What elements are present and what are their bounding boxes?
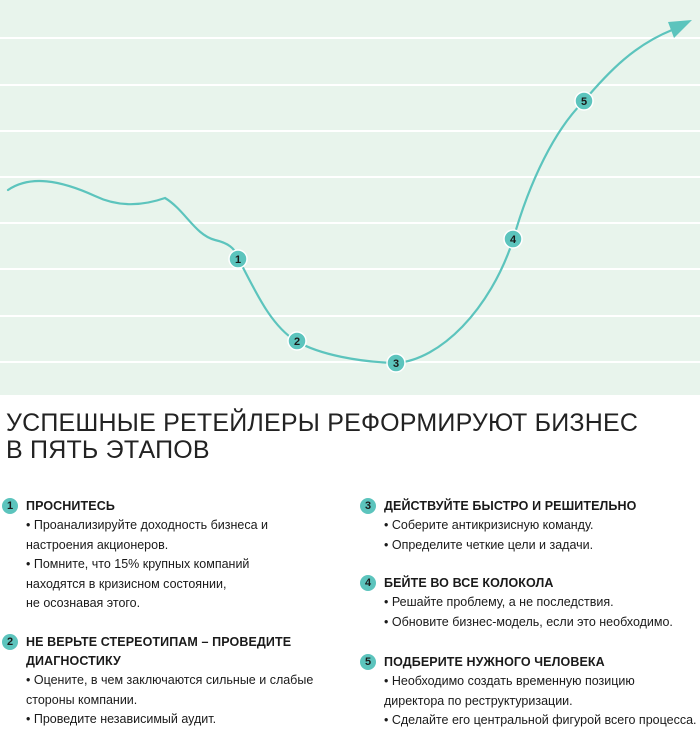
step-3: [360, 497, 698, 555]
marker-label: 2: [293, 336, 301, 348]
marker-5: [575, 92, 593, 110]
marker-label: 4: [509, 234, 517, 246]
bullet-line: директора по реструктуризации.: [384, 693, 573, 708]
bullet-item: [384, 711, 698, 731]
step-4: [360, 574, 698, 632]
step-number-badge: 4: [360, 575, 376, 591]
marker-label: 5: [580, 96, 588, 108]
marker-label: 1: [234, 254, 242, 266]
step-title: [384, 497, 636, 516]
bullet-line: • Проанализируйте доходность бизнеса и: [26, 518, 268, 532]
marker-label: 3: [392, 358, 400, 370]
bullet-line: не осознавая этого.: [26, 596, 141, 610]
step-title: [26, 633, 291, 671]
step-title: [384, 653, 605, 672]
step-number-badge: 2: [2, 634, 18, 650]
marker-2: [288, 332, 306, 350]
step-header: [360, 497, 698, 516]
step-header: [2, 497, 332, 516]
step-number-badge: 3: [360, 498, 376, 514]
bullet-line: • Проведите независимый аудит.: [26, 712, 217, 726]
step-title-line: ДЕЙСТВУЙТЕ БЫСТРО И РЕШИТЕЛЬНО: [384, 499, 637, 513]
bullet-line: • Решайте проблему, а не последствия.: [384, 595, 614, 609]
step-title-line: НЕ ВЕРЬТЕ СТЕРЕОТИПАМ – ПРОВЕДИТЕ: [26, 635, 292, 649]
step-header: [360, 653, 698, 672]
step-title-line: ПОДБЕРИТЕ НУЖНОГО ЧЕЛОВЕКА: [384, 655, 605, 669]
bullet-line: • Оцените, в чем заключаются сильные и слабые: [26, 673, 314, 687]
step-number-badge: 5: [360, 654, 376, 670]
bullet-item: [384, 516, 698, 536]
step-bullets: [384, 516, 698, 555]
step-header: [2, 633, 332, 671]
bullet-line: • Соберите антикризисную команду.: [384, 518, 594, 532]
step-1: [2, 497, 332, 614]
step-title-line: ДИАГНОСТИКУ: [26, 654, 121, 668]
bullet-item: [26, 710, 332, 730]
bullet-item: [384, 672, 698, 711]
bullet-line: настроения акционеров.: [26, 537, 169, 552]
step-bullets: [26, 671, 332, 730]
marker-4: [504, 230, 522, 248]
step-header: [360, 574, 698, 593]
title-line-1: УСПЕШНЫЕ РЕТЕЙЛЕРЫ РЕФОРМИРУЮТ БИЗНЕС: [6, 409, 639, 437]
bullet-item: [26, 555, 332, 614]
title-line-2: В ПЯТЬ ЭТАПОВ: [6, 436, 210, 464]
step-title: [26, 497, 115, 516]
step-number-badge: 1: [2, 498, 18, 514]
step-bullets: [26, 516, 332, 614]
step-title-line: ПРОСНИТЕСЬ: [26, 499, 115, 513]
bullet-item: [26, 516, 332, 555]
bullet-line: • Помните, что 15% крупных компаний: [26, 557, 250, 571]
step-bullets: [384, 672, 698, 731]
bullet-line: • Необходимо создать временную позицию: [384, 674, 635, 688]
step-title: [384, 574, 554, 593]
bullet-line: • Сделайте его центральной фигурой всего процесса.: [384, 713, 697, 727]
marker-3: [387, 354, 405, 372]
bullet-line: находятся в кризисном состоянии,: [26, 576, 227, 591]
bullet-line: стороны компании.: [26, 692, 138, 707]
step-bullets: [384, 593, 698, 632]
marker-1: [229, 250, 247, 268]
step-2: [2, 633, 332, 730]
bullet-item: [384, 593, 698, 613]
step-title-line: БЕЙТЕ ВО ВСЕ КОЛОКОЛА: [384, 576, 554, 590]
bullet-item: [384, 536, 698, 556]
step-5: [360, 653, 698, 731]
bullet-item: [26, 671, 332, 710]
bullet-line: • Обновите бизнес-модель, если это необходимо.: [384, 614, 673, 629]
bullet-item: [384, 613, 698, 633]
page-title: [6, 410, 696, 464]
bullet-line: • Определите четкие цели и задачи.: [384, 537, 594, 552]
